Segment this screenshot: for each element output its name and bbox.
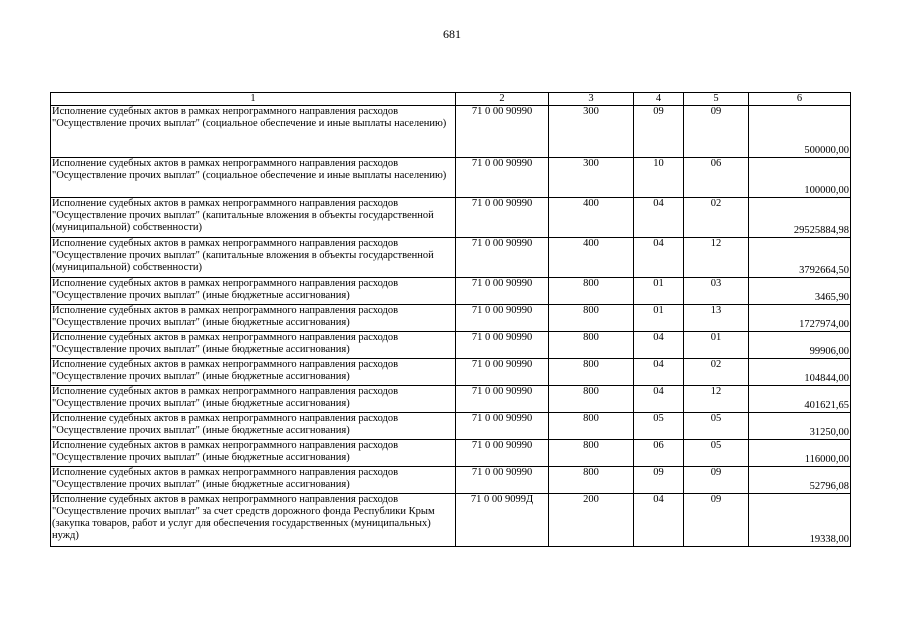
amount: 116000,00 bbox=[749, 440, 851, 467]
amount: 31250,00 bbox=[749, 413, 851, 440]
expense-description: Исполнение судебных актов в рамках непрограммного направления расходов "Осуществление прочих выплат" (иные бюджетные ассигнования) bbox=[51, 440, 456, 467]
expense-description: Исполнение судебных актов в рамках непрограммного направления расходов "Осуществление прочих выплат" (капитальные вложения в объекты государственной (муниципальной) собственности) bbox=[51, 238, 456, 278]
amount: 3465,90 bbox=[749, 278, 851, 305]
table-row bbox=[51, 494, 851, 547]
target-article-code: 71 0 00 90990 bbox=[456, 305, 549, 332]
target-article-code: 71 0 00 90990 bbox=[456, 413, 549, 440]
column-header-1: 1 bbox=[51, 93, 456, 106]
subsection-code: 13 bbox=[684, 305, 749, 332]
amount: 104844,00 bbox=[749, 359, 851, 386]
expense-description: Исполнение судебных актов в рамках непрограммного направления расходов "Осуществление прочих выплат" (иные бюджетные ассигнования) bbox=[51, 386, 456, 413]
section-code: 06 bbox=[634, 440, 684, 467]
section-code: 01 bbox=[634, 305, 684, 332]
table-row bbox=[51, 278, 851, 305]
amount: 3792664,50 bbox=[749, 238, 851, 278]
expense-description: Исполнение судебных актов в рамках непрограммного направления расходов "Осуществление прочих выплат" (иные бюджетные ассигнования) bbox=[51, 305, 456, 332]
subsection-code: 09 bbox=[684, 467, 749, 494]
section-code: 04 bbox=[634, 359, 684, 386]
expense-description: Исполнение судебных актов в рамках непрограммного направления расходов "Осуществление прочих выплат" (иные бюджетные ассигнования) bbox=[51, 467, 456, 494]
amount: 52796,08 bbox=[749, 467, 851, 494]
section-code: 04 bbox=[634, 332, 684, 359]
expense-type-code: 300 bbox=[549, 106, 634, 158]
target-article-code: 71 0 00 90990 bbox=[456, 386, 549, 413]
target-article-code: 71 0 00 90990 bbox=[456, 332, 549, 359]
section-code: 09 bbox=[634, 467, 684, 494]
header-row bbox=[51, 93, 851, 106]
subsection-code: 05 bbox=[684, 440, 749, 467]
column-header-3: 3 bbox=[549, 93, 634, 106]
section-code: 05 bbox=[634, 413, 684, 440]
amount: 99906,00 bbox=[749, 332, 851, 359]
section-code: 10 bbox=[634, 158, 684, 198]
target-article-code: 71 0 00 90990 bbox=[456, 467, 549, 494]
target-article-code: 71 0 00 90990 bbox=[456, 359, 549, 386]
expense-description: Исполнение судебных актов в рамках непрограммного направления расходов "Осуществление прочих выплат" (социальное обеспечение и иные выплаты населению) bbox=[51, 158, 456, 198]
amount: 29525884,98 bbox=[749, 198, 851, 238]
target-article-code: 71 0 00 90990 bbox=[456, 440, 549, 467]
expense-description: Исполнение судебных актов в рамках непрограммного направления расходов "Осуществление прочих выплат" (иные бюджетные ассигнования) bbox=[51, 332, 456, 359]
target-article-code: 71 0 00 90990 bbox=[456, 106, 549, 158]
table-row bbox=[51, 359, 851, 386]
budget-table bbox=[50, 92, 851, 547]
column-header-4: 4 bbox=[634, 93, 684, 106]
subsection-code: 05 bbox=[684, 413, 749, 440]
section-code: 04 bbox=[634, 238, 684, 278]
subsection-code: 09 bbox=[684, 106, 749, 158]
table-row bbox=[51, 332, 851, 359]
table-row bbox=[51, 305, 851, 332]
page-number: 681 bbox=[443, 27, 461, 41]
table-row bbox=[51, 386, 851, 413]
amount: 401621,65 bbox=[749, 386, 851, 413]
table-row bbox=[51, 158, 851, 198]
subsection-code: 12 bbox=[684, 238, 749, 278]
section-code: 09 bbox=[634, 106, 684, 158]
subsection-code: 02 bbox=[684, 359, 749, 386]
subsection-code: 01 bbox=[684, 332, 749, 359]
expense-description: Исполнение судебных актов в рамках непрограммного направления расходов "Осуществление прочих выплат" (социальное обеспечение и иные выплаты населению) bbox=[51, 106, 456, 158]
subsection-code: 03 bbox=[684, 278, 749, 305]
subsection-code: 06 bbox=[684, 158, 749, 198]
expense-type-code: 300 bbox=[549, 158, 634, 198]
expense-description: Исполнение судебных актов в рамках непрограммного направления расходов "Осуществление прочих выплат" (иные бюджетные ассигнования) bbox=[51, 359, 456, 386]
subsection-code: 09 bbox=[684, 494, 749, 547]
section-code: 04 bbox=[634, 494, 684, 547]
expense-description: Исполнение судебных актов в рамках непрограммного направления расходов "Осуществление прочих выплат" (капитальные вложения в объекты государственной (муниципальной) собственности) bbox=[51, 198, 456, 238]
target-article-code: 71 0 00 90990 bbox=[456, 278, 549, 305]
subsection-code: 12 bbox=[684, 386, 749, 413]
column-header-2: 2 bbox=[456, 93, 549, 106]
section-code: 04 bbox=[634, 386, 684, 413]
target-article-code: 71 0 00 9099Д bbox=[456, 494, 549, 547]
expense-type-code: 800 bbox=[549, 440, 634, 467]
target-article-code: 71 0 00 90990 bbox=[456, 158, 549, 198]
target-article-code: 71 0 00 90990 bbox=[456, 198, 549, 238]
expense-type-code: 800 bbox=[549, 305, 634, 332]
expense-type-code: 800 bbox=[549, 359, 634, 386]
expense-description: Исполнение судебных актов в рамках непрограммного направления расходов "Осуществление прочих выплат" (иные бюджетные ассигнования) bbox=[51, 413, 456, 440]
expense-type-code: 800 bbox=[549, 386, 634, 413]
column-header-6: 6 bbox=[749, 93, 851, 106]
expense-type-code: 400 bbox=[549, 198, 634, 238]
expense-type-code: 800 bbox=[549, 332, 634, 359]
expense-description: Исполнение судебных актов в рамках непрограммного направления расходов "Осуществление прочих выплат" за счет средств дорожного фонда Республики Крым (закупка товаров, работ и услуг для обеспечения государственных (муниципальных) нужд) bbox=[51, 494, 456, 547]
amount: 1727974,00 bbox=[749, 305, 851, 332]
amount: 100000,00 bbox=[749, 158, 851, 198]
subsection-code: 02 bbox=[684, 198, 749, 238]
target-article-code: 71 0 00 90990 bbox=[456, 238, 549, 278]
section-code: 01 bbox=[634, 278, 684, 305]
amount: 19338,00 bbox=[749, 494, 851, 547]
table-row bbox=[51, 467, 851, 494]
column-header-5: 5 bbox=[684, 93, 749, 106]
table-row bbox=[51, 238, 851, 278]
expense-type-code: 200 bbox=[549, 494, 634, 547]
amount: 500000,00 bbox=[749, 106, 851, 158]
section-code: 04 bbox=[634, 198, 684, 238]
table-row bbox=[51, 106, 851, 158]
expense-type-code: 400 bbox=[549, 238, 634, 278]
table-row bbox=[51, 198, 851, 238]
table-row bbox=[51, 440, 851, 467]
expense-type-code: 800 bbox=[549, 278, 634, 305]
expense-type-code: 800 bbox=[549, 413, 634, 440]
expense-description: Исполнение судебных актов в рамках непрограммного направления расходов "Осуществление прочих выплат" (иные бюджетные ассигнования) bbox=[51, 278, 456, 305]
table-row bbox=[51, 413, 851, 440]
expense-type-code: 800 bbox=[549, 467, 634, 494]
